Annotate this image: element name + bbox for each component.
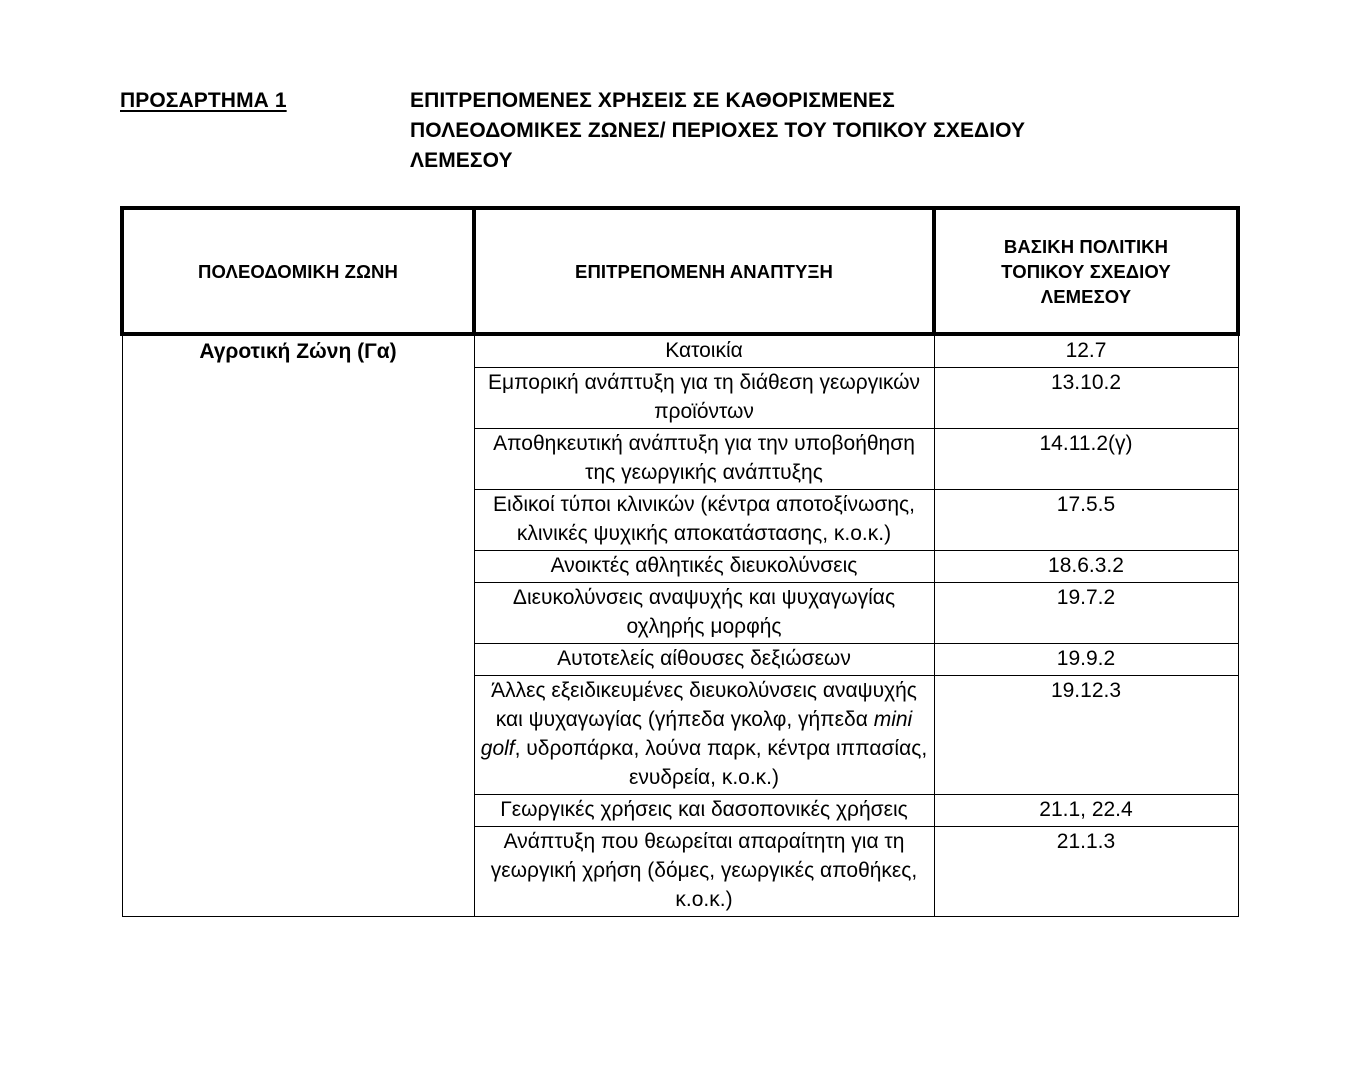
permitted-development-cell: Εμπορική ανάπτυξη για τη διάθεση γεωργικών προϊόντων bbox=[474, 368, 934, 429]
permitted-development-cell: Ανάπτυξη που θεωρείται απαραίτητη για τη γεωργική χρήση (δόμες, γεωργικές αποθήκες, κ.ο.κ.) bbox=[474, 827, 934, 917]
column-header-basic-policy-line-2: ΤΟΠΙΚΟΥ ΣΧΕΔΙΟΥ bbox=[1001, 260, 1171, 282]
permitted-development-cell: Γεωργικές χρήσεις και δασοπονικές χρήσεις bbox=[474, 795, 934, 827]
basic-policy-cell: 18.6.3.2 bbox=[934, 551, 1238, 583]
basic-policy-cell: 17.5.5 bbox=[934, 490, 1238, 551]
column-header-basic-policy bbox=[934, 208, 1238, 334]
basic-policy-cell: 14.11.2(γ) bbox=[934, 429, 1238, 490]
basic-policy-cell: 19.9.2 bbox=[934, 644, 1238, 676]
basic-policy-cell: 19.12.3 bbox=[934, 676, 1238, 795]
basic-policy-cell: 21.1, 22.4 bbox=[934, 795, 1238, 827]
permitted-development-cell: Αυτοτελείς αίθουσες δεξιώσεων bbox=[474, 644, 934, 676]
basic-policy-cell: 19.7.2 bbox=[934, 583, 1238, 644]
title-line-3: ΛΕΜΕΣΟΥ bbox=[410, 149, 513, 172]
column-header-basic-policy-line-1: ΒΑΣΙΚΗ ΠΟΛΙΤΙΚΗ bbox=[1003, 235, 1169, 257]
column-header-basic-policy-line-3: ΛΕΜΕΣΟΥ bbox=[1040, 285, 1132, 307]
table-body bbox=[122, 334, 1238, 917]
document-title bbox=[410, 86, 1025, 176]
permitted-development-cell: Ειδικοί τύποι κλινικών (κέντρα αποτοξίνωσης, κλινικές ψυχικής αποκατάστασης, κ.ο.κ.) bbox=[474, 490, 934, 551]
permitted-development-cell: Ανοικτές αθλητικές διευκολύνσεις bbox=[474, 551, 934, 583]
italic-term: mini golf bbox=[480, 708, 913, 760]
basic-policy-cell: 13.10.2 bbox=[934, 368, 1238, 429]
table-header bbox=[122, 208, 1238, 334]
permitted-development-cell: Διευκολύνσεις αναψυχής και ψυχαγωγίας οχληρής μορφής bbox=[474, 583, 934, 644]
appendix-label: ΠΡΟΣΑΡΤΗΜΑ 1 bbox=[120, 89, 287, 112]
basic-policy-cell: 12.7 bbox=[934, 334, 1238, 368]
permitted-development-cell: Κατοικία bbox=[474, 334, 934, 368]
title-line-1: ΕΠΙΤΡΕΠΟΜΕΝΕΣ ΧΡΗΣΕΙΣ ΣΕ ΚΑΘΟΡΙΣΜΕΝΕΣ bbox=[410, 89, 895, 112]
zone-name-cell: Αγροτική Ζώνη (Γα) bbox=[122, 334, 474, 917]
basic-policy-cell: 21.1.3 bbox=[934, 827, 1238, 917]
column-header-planning-zone: ΠΟΛΕΟΔΟΜΙΚΗ ΖΩΝΗ bbox=[122, 208, 474, 334]
title-line-2: ΠΟΛΕΟΔΟΜΙΚΕΣ ΖΩΝΕΣ/ ΠΕΡΙΟΧΕΣ ΤΟΥ ΤΟΠΙΚΟΥ ΣΧΕΔΙΟΥ bbox=[410, 119, 1026, 142]
document-heading bbox=[120, 86, 1240, 176]
table-row bbox=[122, 334, 1238, 368]
table-header-row bbox=[122, 208, 1238, 334]
column-header-permitted-development: ΕΠΙΤΡΕΠΟΜΕΝΗ ΑΝΑΠΤΥΞΗ bbox=[474, 208, 934, 334]
permitted-development-cell: Άλλες εξειδικευμένες διευκολύνσεις αναψυχής και ψυχαγωγίας (γήπεδα γκολφ, γήπεδα mini golf, υδροπάρκα, λούνα παρκ, κέντρα ιππασίας, ενυδρεία, κ.ο.κ.) bbox=[474, 676, 934, 795]
permitted-development-cell: Αποθηκευτική ανάπτυξη για την υποβοήθηση της γεωργικής ανάπτυξης bbox=[474, 429, 934, 490]
permitted-uses-table bbox=[120, 206, 1240, 917]
